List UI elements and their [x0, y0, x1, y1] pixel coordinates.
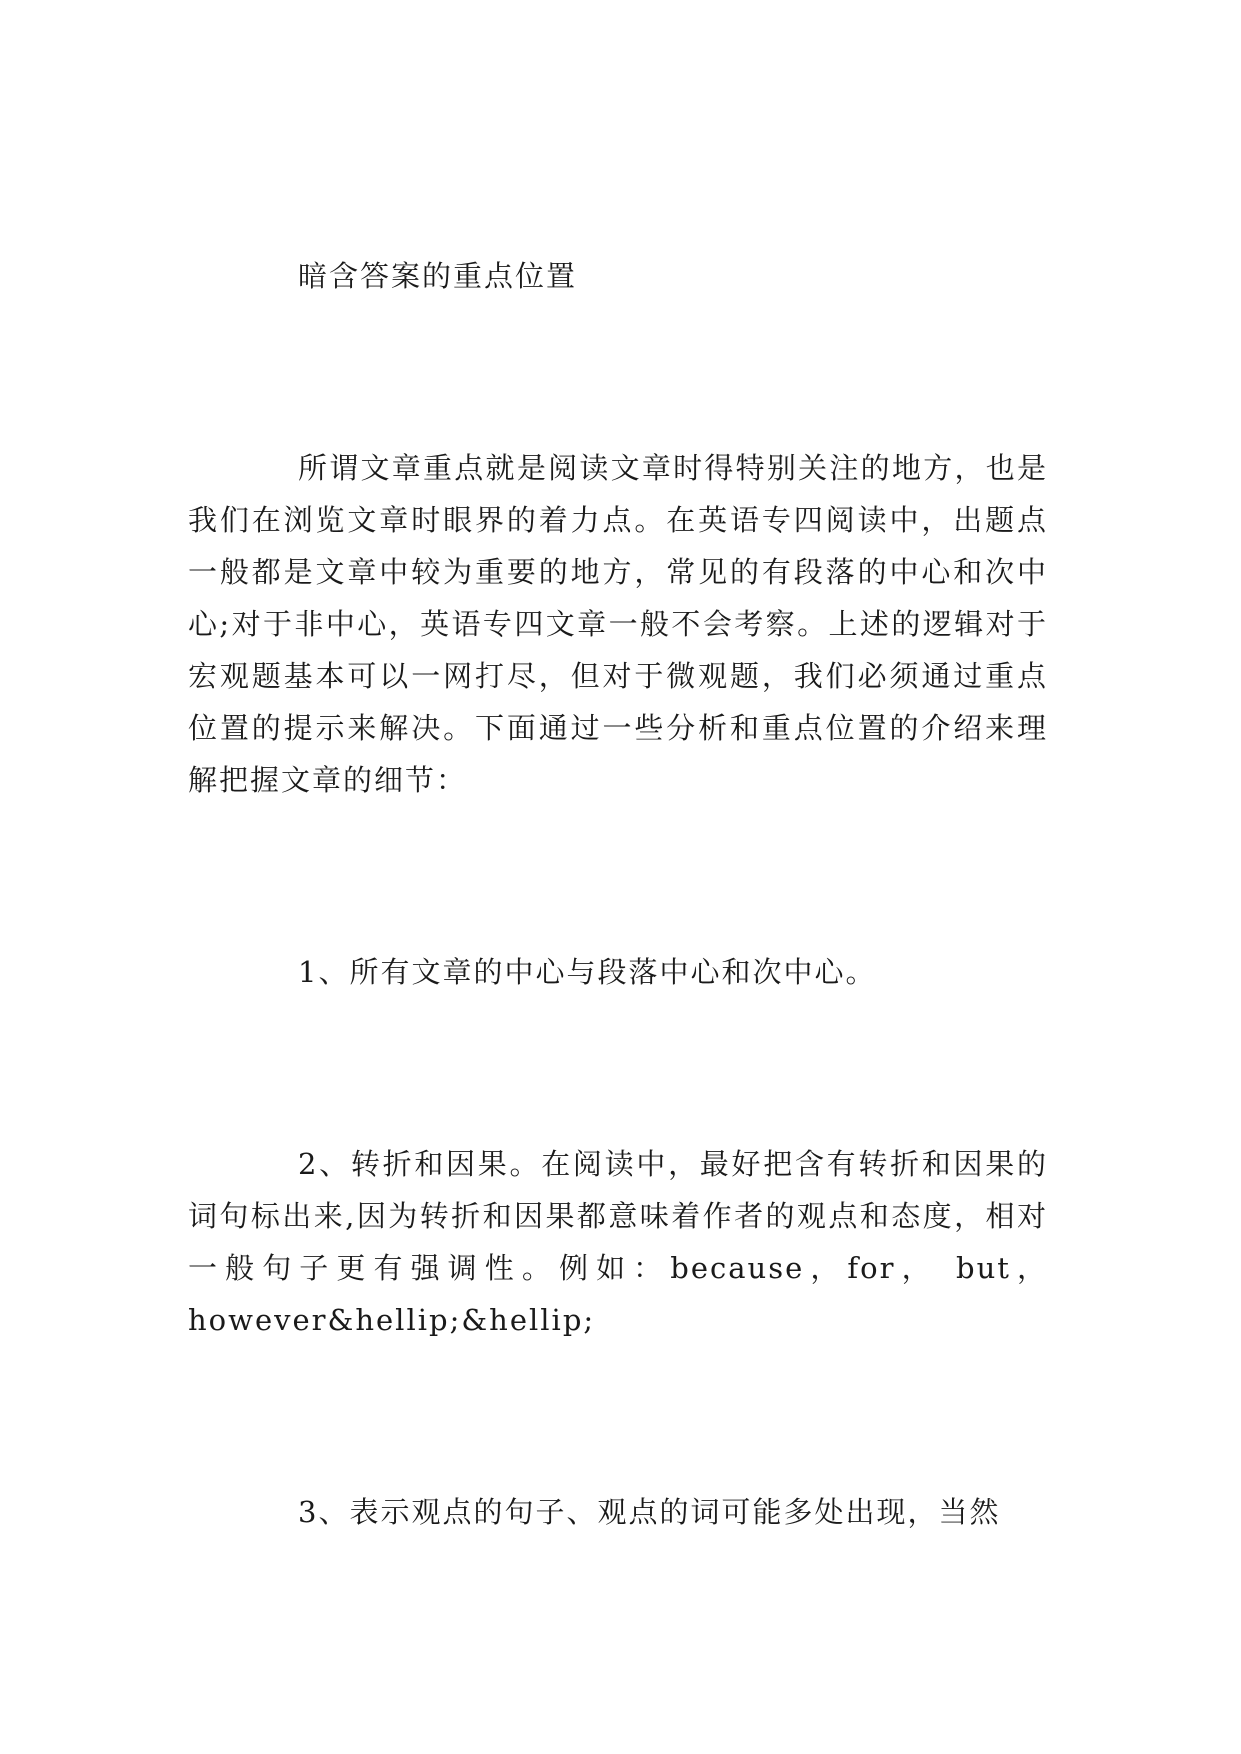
point-3-paragraph: 3、表示观点的句子、观点的词可能多处出现，当然	[298, 1495, 1001, 1529]
document-body	[188, 250, 1048, 1538]
point-1-paragraph: 1、所有文章的中心与段落中心和次中心。	[298, 955, 877, 989]
intro-paragraph: 所谓文章重点就是阅读文章时得特别关注的地方，也是我们在浏览文章时眼界的着力点。在英语专四阅读中，出题点一般都是文章中较为重要的地方，常见的有段落的中心和次中心;对于非中心，英语专四文章一般不会考察。上述的逻辑对于宏观题基本可以一网打尽，但对于微观题，我们必须通过重点位置的提示来解决。下面通过一些分析和重点位置的介绍来理解把握文章的细节：	[188, 451, 1048, 797]
document-title: 暗含答案的重点位置	[298, 259, 578, 293]
point-2-paragraph: 2、转折和因果。在阅读中，最好把含有转折和因果的词句标出来,因为转折和因果都意味着作者的观点和态度，相对一般句子更有强调性。例如：because，for， but，however&hellip;&hellip;	[188, 1147, 1048, 1337]
